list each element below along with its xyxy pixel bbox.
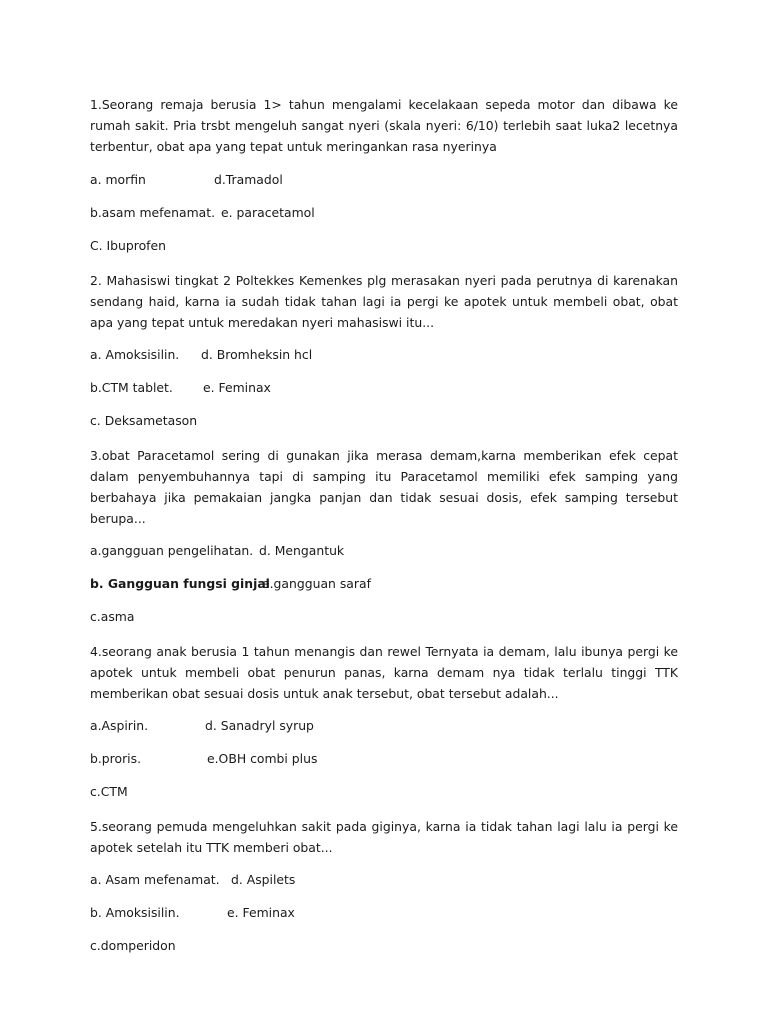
question-3-options-row-3 [90, 607, 678, 627]
question-1-options-row-1 [90, 170, 678, 190]
option-c: c.domperidon [90, 938, 176, 953]
question-3-options-row-1 [90, 541, 678, 561]
option-c: C. Ibuprofen [90, 238, 167, 253]
option-e: e. Feminax [227, 905, 295, 920]
question-1-text: 1.Seorang remaja berusia 1> tahun mengalami kecelakaan sepeda motor dan dibawa ke rumah sakit. Pria trsbt mengeluh sangat nyeri (skala nyeri: 6/10) terlebih saat luka2 lecetnya terbentur, obat apa yang tepat untuk meringankan rasa nyerinya [90, 97, 678, 154]
option-a: a.gangguan pengelihatan. [90, 543, 254, 558]
question-4-options-row-2 [90, 749, 678, 769]
option-c: c.CTM [90, 784, 128, 799]
question-1-options-row-2 [90, 203, 678, 223]
option-d: d. Mengantuk [259, 543, 345, 558]
option-d: d. Bromheksin hcl [201, 347, 313, 362]
option-c: c. Deksametason [90, 413, 198, 428]
question-5-text: 5.seorang pemuda mengeluhkan sakit pada giginya, karna ia tidak tahan lagi lalu ia pergi ke apotek setelah itu TTK memberi obat... [90, 819, 678, 855]
option-d: d. Aspilets [231, 872, 296, 887]
question-5-options-row-3 [90, 936, 678, 956]
option-b: b. Gangguan fungsi ginjal [90, 576, 270, 591]
question-2-options-row-3 [90, 411, 678, 431]
question-2-text: 2. Mahasiswi tingkat 2 Poltekkes Kemenkes plg merasakan nyeri pada perutnya di karenakan sendang haid, karna ia sudah tidak tahan lagi ia pergi ke apotek untuk membeli obat, obat apa yang tepat untuk meredakan nyeri mahasiswi itu... [90, 273, 678, 330]
question-5-options-row-1 [90, 870, 678, 890]
question-4-text: 4.seorang anak berusia 1 tahun menangis dan rewel Ternyata ia demam, lalu ibunya pergi ke apotek untuk membeli obat penurun panas, karna demam nya tidak terlalu tinggi TTK memberikan obat sesuai dosis untuk anak tersebut, obat tersebut adalah... [90, 644, 678, 701]
option-e: e.OBH combi plus [207, 751, 318, 766]
question-4-options-row-3 [90, 782, 678, 802]
option-e: e.gangguan saraf [262, 576, 371, 591]
question-4-options-row-1 [90, 716, 678, 736]
option-a: a.Aspirin. [90, 718, 149, 733]
option-e: e. paracetamol [221, 205, 315, 220]
question-3-text: 3.obat Paracetamol sering di gunakan jika merasa demam,karna memberikan efek cepat dalam penyembuhannya tapi di samping itu Paracetamol memiliki efek samping yang berbahaya jika pemakaian jangka panjan dan tidak sesuai dosis, efek samping tersebut berupa... [90, 448, 678, 526]
option-d: d.Tramadol [214, 172, 283, 187]
option-a: a. morfin [90, 172, 146, 187]
question-3-options-row-2 [90, 574, 678, 594]
option-b: b.proris. [90, 751, 142, 766]
option-b: b. Amoksisilin. [90, 905, 180, 920]
question-1-options-row-3 [90, 236, 678, 256]
option-b: b.asam mefenamat. [90, 205, 216, 220]
question-2-options-row-1 [90, 345, 678, 365]
option-a: a. Amoksisilin. [90, 347, 180, 362]
option-b: b.CTM tablet. [90, 380, 173, 395]
option-c: c.asma [90, 609, 135, 624]
option-d: d. Sanadryl syrup [205, 718, 314, 733]
option-a: a. Asam mefenamat. [90, 872, 220, 887]
option-e: e. Feminax [203, 380, 271, 395]
question-2-options-row-2 [90, 378, 678, 398]
question-5-options-row-2 [90, 903, 678, 923]
